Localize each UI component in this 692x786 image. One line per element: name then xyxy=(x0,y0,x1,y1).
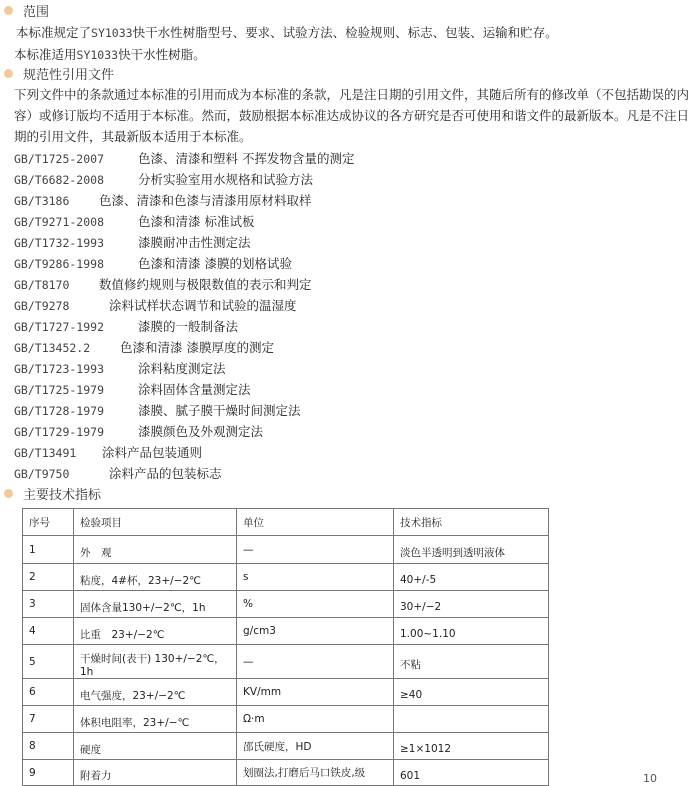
table-row xyxy=(23,564,549,591)
table-cell xyxy=(394,706,549,733)
table-cell: ≥40 xyxy=(394,679,549,706)
table-row xyxy=(23,679,549,706)
table-cell: 不粘 xyxy=(394,645,549,679)
reference-title: 色漆、清漆和塑料 不挥发物含量的测定 xyxy=(138,151,355,166)
reference-code: GB/T8170 xyxy=(14,278,70,292)
section-title: 范围 xyxy=(23,4,50,20)
table-header-cell: 技术指标 xyxy=(394,509,549,536)
reference-title: 色漆、清漆和色漆与清漆用原材料取样 xyxy=(99,193,312,208)
table-cell: 6 xyxy=(23,679,74,706)
reference-title: 色漆和清漆 标准试板 xyxy=(138,214,255,229)
references-intro: 下列文件中的条款通过本标准的引用而成为本标准的条款，凡是注日期的引用文件，其随后所有的修改单（不包括勘误的内容）或修订版均不适用于本标准。然而，鼓励根据本标准达成协议的各方研究是否可使用和谐文件的最新版本。凡是不注日期的引用文件，其最新版本适用于本标准。 xyxy=(14,87,690,144)
table-cell: 粘度，4#杯，23+/−2℃ xyxy=(74,564,237,591)
tech-spec-table xyxy=(22,508,549,786)
section-title: 主要技术指标 xyxy=(23,487,102,503)
reference-item xyxy=(14,253,292,274)
reference-title: 涂料产品包装通则 xyxy=(102,445,203,460)
table-cell: 7 xyxy=(23,706,74,733)
reference-code: GB/T1729-1979 xyxy=(14,425,105,439)
reference-title: 涂料粘度测定法 xyxy=(138,361,226,376)
reference-item xyxy=(14,148,354,169)
reference-title: 数值修约规则与极限数值的表示和判定 xyxy=(99,277,312,292)
table-row xyxy=(23,645,549,679)
reference-title: 漆膜耐冲击性测定法 xyxy=(138,235,251,250)
product-code: SY1033 xyxy=(91,26,133,40)
table-header-row xyxy=(23,509,549,536)
section-heading-tech xyxy=(4,483,101,503)
reference-title: 分析实验室用水规格和试验方法 xyxy=(138,172,314,187)
reference-title: 色漆和清漆 漆膜厚度的测定 xyxy=(120,340,274,355)
reference-code: GB/T13491 xyxy=(14,446,77,460)
table-cell: 9 xyxy=(23,760,74,786)
reference-title: 涂料试样状态调节和试验的温湿度 xyxy=(109,298,297,313)
reference-code: GB/T13452.2 xyxy=(14,341,91,355)
reference-item xyxy=(14,295,297,316)
reference-code: GB/T3186 xyxy=(14,194,70,208)
reference-item xyxy=(14,463,222,484)
reference-code: GB/T1723-1993 xyxy=(14,362,105,376)
table-cell: 1.00~1.10 xyxy=(394,618,549,645)
table-cell: % xyxy=(237,591,394,618)
reference-item xyxy=(14,400,301,421)
table-cell: 5 xyxy=(23,645,74,679)
table-row xyxy=(23,618,549,645)
table-cell: 8 xyxy=(23,733,74,760)
table-cell: 干燥时间(表干) 130+/−2℃，1h xyxy=(74,645,237,679)
reference-item xyxy=(14,190,312,211)
table-cell: 30+/−2 xyxy=(394,591,549,618)
reference-title: 漆膜的一般制备法 xyxy=(138,319,239,334)
text: 快干水性树脂。 xyxy=(118,47,206,62)
table-cell: 3 xyxy=(23,591,74,618)
section-heading-scope xyxy=(4,0,49,20)
reference-code: GB/T1728-1979 xyxy=(14,404,105,418)
page-number: 10 xyxy=(643,772,657,785)
reference-code: GB/T9271-2008 xyxy=(14,215,105,229)
reference-item xyxy=(14,232,251,253)
section-heading-references xyxy=(4,63,114,83)
reference-code: GB/T9278 xyxy=(14,299,70,313)
table-row xyxy=(23,733,549,760)
table-cell: ≥1×1012 xyxy=(394,733,549,760)
reference-code: GB/T9286-1998 xyxy=(14,257,105,271)
table-cell: s xyxy=(237,564,394,591)
reference-title: 漆膜、腻子膜干燥时间测定法 xyxy=(138,403,301,418)
table-row xyxy=(23,760,549,786)
table-cell: 淡色半透明到透明液体 xyxy=(394,536,549,564)
table-cell: 划圈法,打磨后马口铁皮,级 xyxy=(237,760,394,786)
reference-item xyxy=(14,337,274,358)
reference-title: 涂料产品的包装标志 xyxy=(109,466,222,481)
section-title: 规范性引用文件 xyxy=(23,67,115,83)
table-cell: 601 xyxy=(394,760,549,786)
table-cell: 4 xyxy=(23,618,74,645)
reference-item xyxy=(14,421,263,442)
table-cell: 电气强度，23+/−2℃ xyxy=(74,679,237,706)
bullet-icon xyxy=(4,69,13,78)
table-cell: 附着力 xyxy=(74,760,237,786)
table-cell: 固体含量130+/−2℃，1h xyxy=(74,591,237,618)
reference-item xyxy=(14,358,226,379)
scope-line-1 xyxy=(16,23,558,41)
reference-item xyxy=(14,169,313,190)
table-cell: 硬度 xyxy=(74,733,237,760)
reference-title: 涂料固体含量测定法 xyxy=(138,382,251,397)
table-cell: 1 xyxy=(23,536,74,564)
reference-code: GB/T1727-1992 xyxy=(14,320,105,334)
reference-item xyxy=(14,442,202,463)
reference-item xyxy=(14,379,251,400)
reference-item xyxy=(14,316,238,337)
reference-title: 色漆和清漆 漆膜的划格试验 xyxy=(138,256,292,271)
table-cell: 40+/-5 xyxy=(394,564,549,591)
reference-code: GB/T6682-2008 xyxy=(14,173,105,187)
table-row xyxy=(23,591,549,618)
text: 本标准适用 xyxy=(14,47,77,62)
table-header-cell: 序号 xyxy=(23,509,74,536)
table-cell: 2 xyxy=(23,564,74,591)
table-cell: 体积电阻率，23+/−℃ xyxy=(74,706,237,733)
text: 快干水性树脂型号、要求、试验方法、检验规则、标志、包装、运输和贮存。 xyxy=(132,25,558,40)
table-cell: 比重 23+/−2℃ xyxy=(74,618,237,645)
table-row xyxy=(23,706,549,733)
reference-title: 漆膜颜色及外观测定法 xyxy=(138,424,264,439)
reference-code: GB/T9750 xyxy=(14,467,70,481)
reference-code: GB/T1732-1993 xyxy=(14,236,105,250)
text: 本标准规定了 xyxy=(16,25,92,40)
table-header-cell: 检验项目 xyxy=(74,509,237,536)
table-cell: g/cm3 xyxy=(237,618,394,645)
product-code: SY1033 xyxy=(76,48,119,62)
reference-item xyxy=(14,274,312,295)
reference-code: GB/T1725-2007 xyxy=(14,152,105,166)
scope-line-2 xyxy=(14,45,206,63)
bullet-icon xyxy=(4,6,13,15)
table-cell: — xyxy=(237,536,394,564)
table-cell: KV/mm xyxy=(237,679,394,706)
bullet-icon xyxy=(4,489,13,498)
reference-code: GB/T1725-1979 xyxy=(14,383,105,397)
table-cell: Ω·m xyxy=(237,706,394,733)
table-header-cell: 单位 xyxy=(237,509,394,536)
table-row xyxy=(23,536,549,564)
table-cell: 邵氏硬度，HD xyxy=(237,733,394,760)
table-cell: 外 观 xyxy=(74,536,237,564)
reference-item xyxy=(14,211,254,232)
table-cell: — xyxy=(237,645,394,679)
